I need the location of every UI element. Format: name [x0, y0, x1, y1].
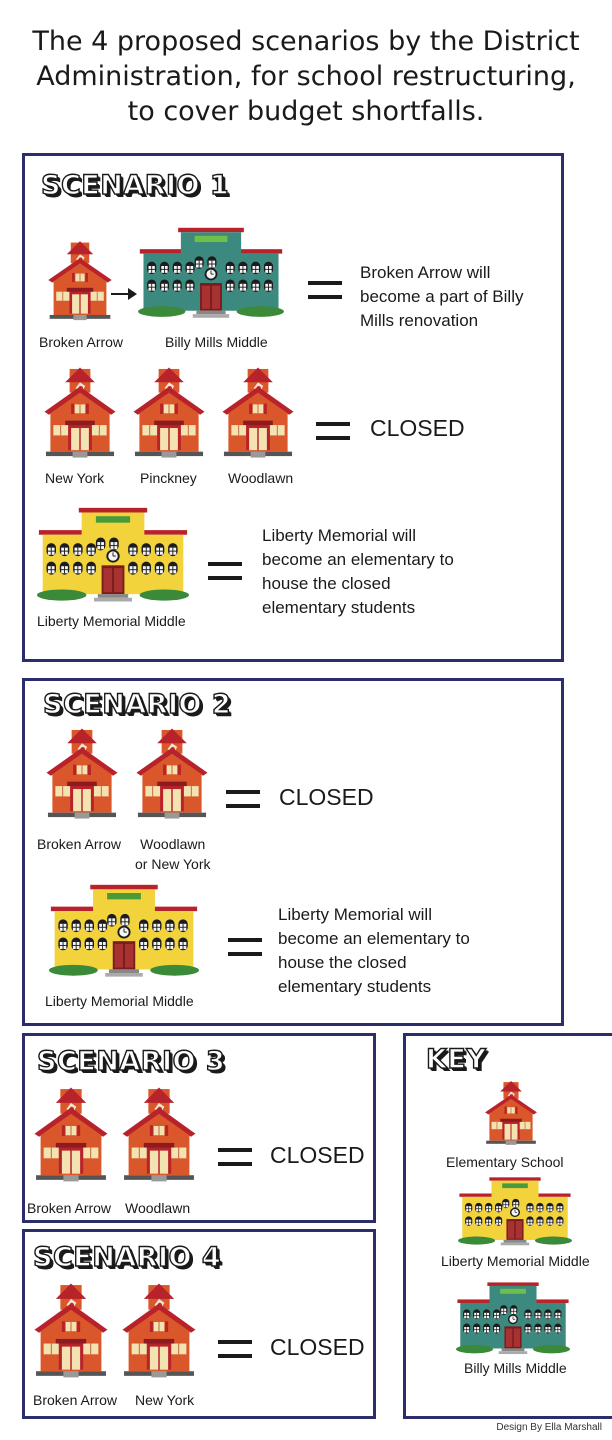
- key-label-elementary-school: Elementary School: [446, 1154, 564, 1170]
- label-woodlawn-or-new-york: [135, 834, 210, 874]
- design-credit: Design By Ella Marshall: [496, 1422, 602, 1433]
- desc-line: become an elementary to: [278, 929, 470, 948]
- elementary-school-icon: [43, 366, 117, 462]
- title-line-1: The 4 proposed scenarios by the District: [32, 26, 580, 57]
- elementary-school-icon: [135, 727, 209, 823]
- desc-line: become a part of Billy: [360, 287, 524, 306]
- scenario-3-panel: [22, 1033, 376, 1223]
- desc-line: Liberty Memorial will: [262, 526, 416, 545]
- desc-line: elementary students: [278, 977, 432, 996]
- billy-mills-school-icon: [456, 1281, 570, 1359]
- closed-label: CLOSED: [370, 415, 465, 441]
- scenario-2-panel: [22, 678, 564, 1026]
- closed-label: CLOSED: [270, 1142, 365, 1168]
- liberty-memorial-school-icon: [37, 506, 189, 608]
- label-pinckney: Pinckney: [140, 470, 197, 486]
- equals-sign: [308, 281, 342, 299]
- label-line: Woodlawn: [140, 836, 206, 852]
- elementary-school-icon: [221, 366, 295, 462]
- closed-label: CLOSED: [279, 784, 374, 810]
- renovation-description: [360, 261, 523, 333]
- liberty-memorial-school-icon: [49, 883, 199, 983]
- label-broken-arrow: Broken Arrow: [33, 1392, 118, 1408]
- elementary-school-icon: [121, 1282, 197, 1382]
- liberty-description: [262, 524, 454, 620]
- elementary-school-icon: [33, 1282, 109, 1382]
- key-label-billy-mills-middle: Billy Mills Middle: [464, 1360, 567, 1376]
- liberty-description: [278, 903, 470, 999]
- key-heading: KEY: [426, 1044, 487, 1075]
- scenario-1-panel: [22, 153, 564, 662]
- equals-sign: [226, 790, 260, 808]
- title-line-3: to cover budget shortfalls.: [127, 96, 485, 127]
- liberty-memorial-school-icon: [458, 1176, 572, 1250]
- label-woodlawn: Woodlawn: [125, 1200, 191, 1216]
- scenario-3-heading: SCENARIO 3: [37, 1046, 226, 1077]
- closed-label: CLOSED: [270, 1334, 365, 1360]
- scenario-4-heading: SCENARIO 4: [33, 1242, 222, 1273]
- equals-sign: [218, 1340, 252, 1358]
- elementary-school-icon: [484, 1080, 538, 1148]
- page-title: [0, 24, 612, 129]
- elementary-school-icon: [132, 366, 206, 462]
- desc-line: Liberty Memorial will: [278, 905, 432, 924]
- arrow-icon: [111, 293, 135, 295]
- label-woodlawn: Woodlawn: [228, 470, 294, 486]
- label-line: or New York: [135, 856, 211, 872]
- label-liberty-memorial-middle: Liberty Memorial Middle: [45, 993, 194, 1009]
- scenario-4-panel: [22, 1229, 376, 1419]
- key-label-liberty-memorial-middle: Liberty Memorial Middle: [441, 1253, 590, 1269]
- label-billy-mills-middle: Billy Mills Middle: [165, 334, 268, 350]
- elementary-school-icon: [33, 1086, 109, 1186]
- label-broken-arrow: Broken Arrow: [39, 334, 124, 350]
- desc-line: Mills renovation: [360, 311, 479, 330]
- equals-sign: [316, 422, 350, 440]
- key-panel: [403, 1033, 612, 1419]
- desc-line: elementary students: [262, 598, 416, 617]
- label-liberty-memorial-middle: Liberty Memorial Middle: [37, 613, 186, 629]
- billy-mills-school-icon: [138, 226, 284, 324]
- equals-sign: [208, 562, 242, 580]
- scenario-2-heading: SCENARIO 2: [43, 689, 232, 720]
- equals-sign: [228, 938, 262, 956]
- desc-line: house the closed: [262, 574, 391, 593]
- label-broken-arrow: Broken Arrow: [27, 1200, 112, 1216]
- desc-line: house the closed: [278, 953, 407, 972]
- label-broken-arrow: Broken Arrow: [37, 836, 122, 852]
- elementary-school-icon: [45, 727, 119, 823]
- label-new-york: New York: [45, 470, 105, 486]
- title-line-2: Administration, for school restructuring,: [36, 61, 576, 92]
- scenario-1-heading: SCENARIO 1: [41, 170, 230, 201]
- elementary-school-icon: [47, 240, 113, 324]
- desc-line: Broken Arrow will: [360, 263, 491, 282]
- elementary-school-icon: [121, 1086, 197, 1186]
- equals-sign: [218, 1148, 252, 1166]
- desc-line: become an elementary to: [262, 550, 454, 569]
- label-new-york: New York: [135, 1392, 195, 1408]
